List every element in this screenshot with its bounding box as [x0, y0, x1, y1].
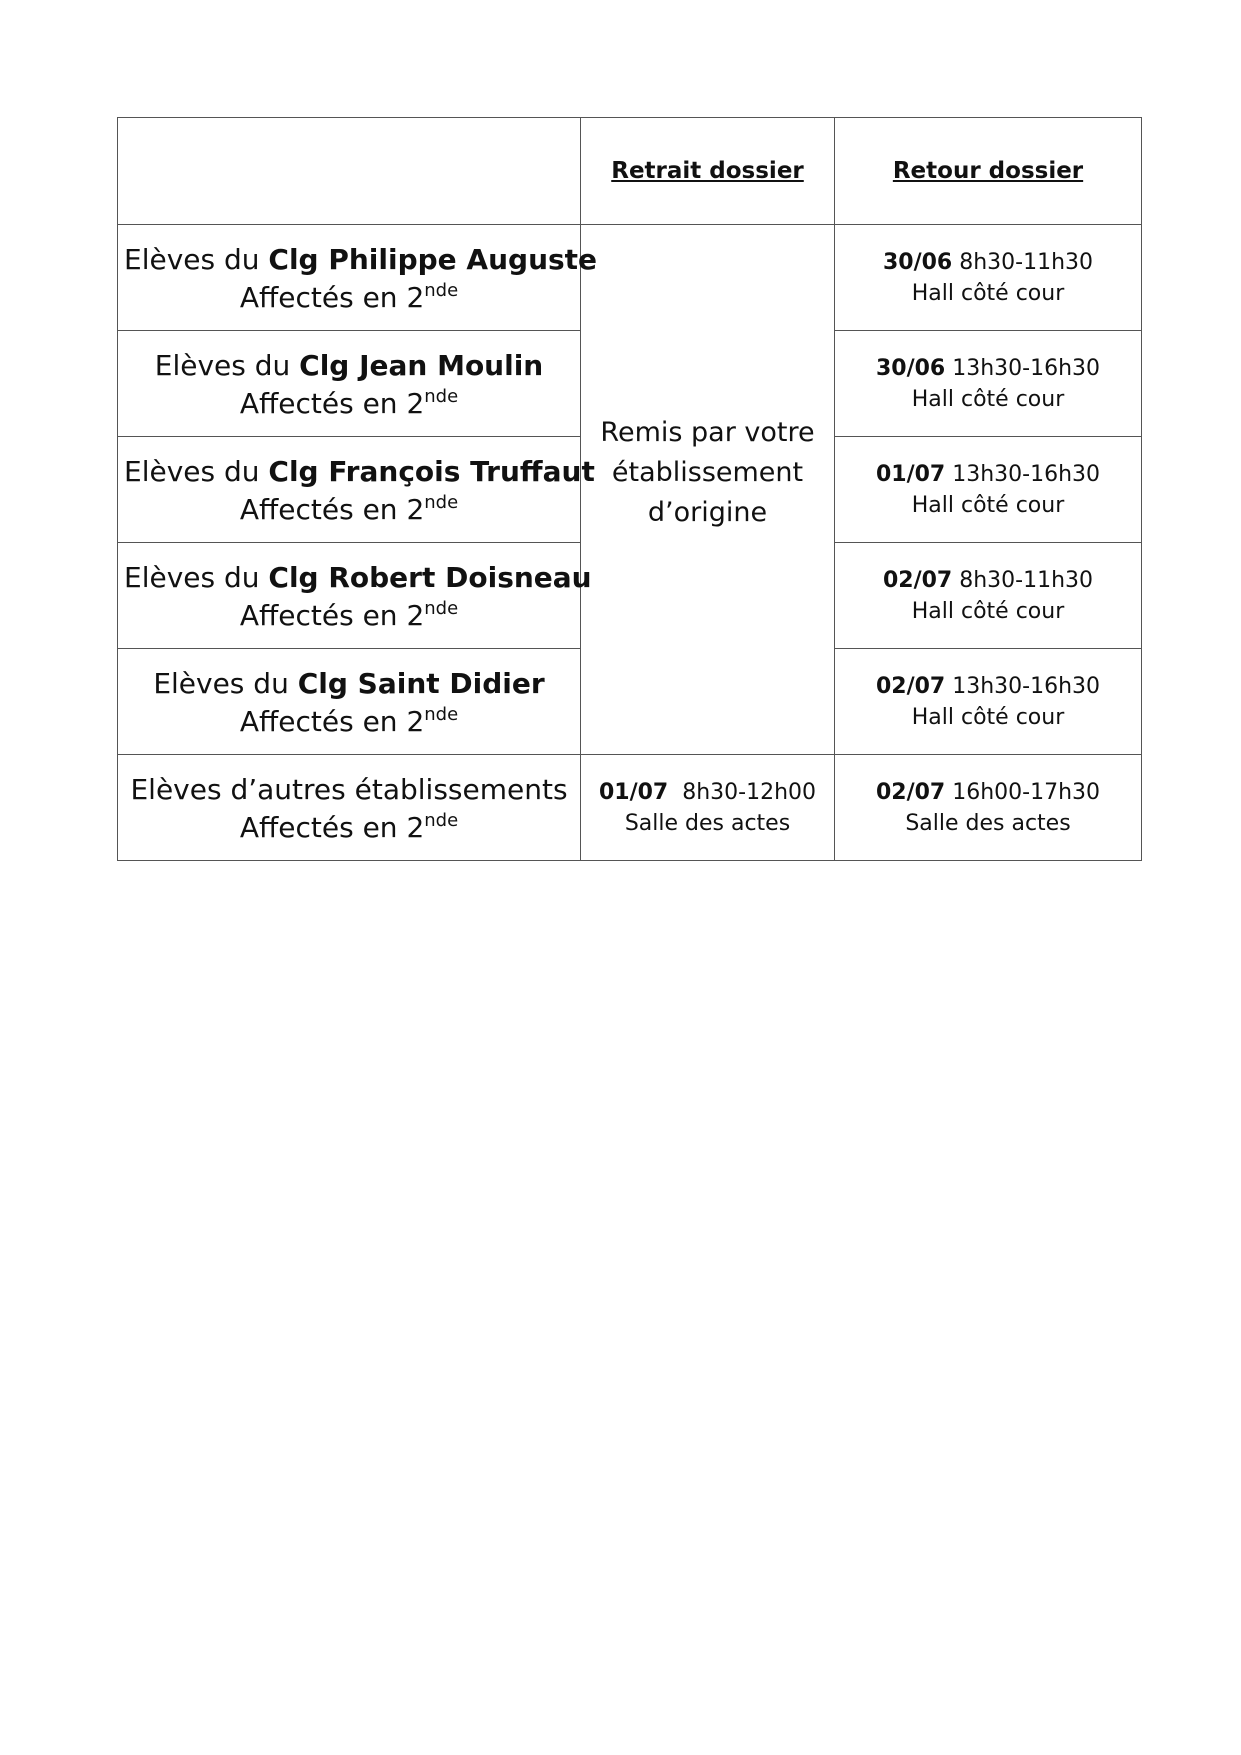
college-name: Clg Saint Didier: [297, 667, 545, 700]
student-group-line1: [124, 347, 574, 385]
student-group-cell: [118, 543, 592, 649]
student-group-line1: [124, 241, 598, 279]
header-retour-cell: [835, 118, 1142, 225]
retrait-merged-line1: Remis par votre: [600, 416, 815, 448]
student-group-line1: [124, 559, 592, 597]
retour-place: Hall côté cour: [911, 386, 1065, 412]
retrait-merged-line2: établissement: [611, 456, 804, 488]
retour-date: 02/07: [875, 673, 946, 699]
student-group-cell: [118, 437, 595, 543]
student-prefix: Elèves du: [124, 455, 269, 488]
retour-time: 8h30-11h30: [952, 249, 1094, 275]
affectation-text: Affectés en 2: [239, 387, 425, 420]
retour-date: 01/07: [875, 461, 946, 487]
student-prefix: Elèves du: [124, 243, 269, 276]
retour-date: 02/07: [882, 567, 953, 593]
retour-cell: [835, 543, 1142, 649]
retour-place: Salle des actes: [905, 810, 1071, 836]
student-group-cell: [118, 649, 581, 755]
retour-datetime: [841, 671, 1135, 702]
affectation-superscript: nde: [424, 704, 459, 725]
student-group-line1: [124, 665, 574, 703]
student-group-line2: [124, 597, 574, 635]
student-group-cell: [118, 755, 581, 861]
college-name: Clg Robert Doisneau: [268, 561, 592, 594]
affectation-superscript: nde: [424, 492, 459, 513]
college-name: Clg Philippe Auguste: [268, 243, 598, 276]
retour-datetime: [841, 459, 1135, 490]
retour-place: Hall côté cour: [911, 492, 1065, 518]
table-header-row: [118, 118, 1142, 225]
retour-cell: [835, 755, 1142, 861]
retour-time: 13h30-16h30: [945, 673, 1101, 699]
retour-datetime: [841, 353, 1135, 384]
retour-place: Hall côté cour: [911, 280, 1065, 306]
affectation-superscript: nde: [424, 810, 459, 831]
retrait-date: 01/07: [598, 779, 669, 805]
retrait-merged-cell: [581, 225, 835, 755]
retour-datetime: [841, 777, 1135, 808]
retour-cell: [835, 437, 1142, 543]
retour-datetime: [841, 247, 1135, 278]
retrait-place: Salle des actes: [624, 810, 791, 836]
retrait-cell: [581, 755, 835, 861]
college-name: Clg François Truffaut: [268, 455, 595, 488]
student-prefix: Elèves du: [124, 561, 269, 594]
retour-place: Hall côté cour: [911, 704, 1065, 730]
header-empty-cell: [118, 118, 581, 225]
retour-place: Hall côté cour: [911, 598, 1065, 624]
affectation-superscript: nde: [424, 598, 459, 619]
affectation-text: Affectés en 2: [239, 811, 425, 844]
retour-cell: [835, 331, 1142, 437]
table-row: [118, 755, 1142, 861]
retour-cell: [835, 225, 1142, 331]
student-group-line1: [124, 453, 595, 491]
student-group-cell: [118, 331, 581, 437]
retour-cell: [835, 649, 1142, 755]
affectation-text: Affectés en 2: [239, 705, 425, 738]
schedule-table: [117, 117, 1142, 861]
student-prefix: Elèves du: [154, 349, 300, 382]
student-group-line2: [124, 279, 574, 317]
student-group-cell: [118, 225, 598, 331]
retrait-merged-text: [587, 413, 828, 533]
affectation-superscript: nde: [424, 280, 459, 301]
student-group-line2: [124, 491, 574, 529]
retour-time: 8h30-11h30: [952, 567, 1094, 593]
retour-time: 13h30-16h30: [945, 461, 1101, 487]
affectation-text: Affectés en 2: [239, 493, 425, 526]
student-group-line2: [124, 809, 574, 847]
retrait-datetime: [587, 777, 828, 808]
affectation-text: Affectés en 2: [239, 281, 425, 314]
retour-date: 30/06: [875, 355, 946, 381]
retour-date: 30/06: [882, 249, 953, 275]
affectation-superscript: nde: [424, 386, 459, 407]
affectation-text: Affectés en 2: [239, 599, 425, 632]
student-group-line2: [124, 703, 574, 741]
retour-time: 13h30-16h30: [945, 355, 1101, 381]
retour-time: 16h00-17h30: [945, 779, 1101, 805]
header-retrait-label: Retrait dossier: [611, 158, 804, 184]
header-retour-label: Retour dossier: [892, 158, 1084, 184]
student-group-line2: [124, 385, 574, 423]
retrait-time: 8h30-12h00: [668, 779, 817, 805]
college-name: Clg Jean Moulin: [299, 349, 544, 382]
header-retrait-cell: [581, 118, 835, 225]
retour-date: 02/07: [875, 779, 946, 805]
student-group-line1: [124, 771, 574, 809]
table-row: [118, 225, 1142, 331]
student-prefix: Elèves d’autres établissements: [130, 773, 568, 806]
retrait-merged-line3: d’origine: [647, 496, 768, 528]
student-prefix: Elèves du: [153, 667, 298, 700]
retour-datetime: [841, 565, 1135, 596]
